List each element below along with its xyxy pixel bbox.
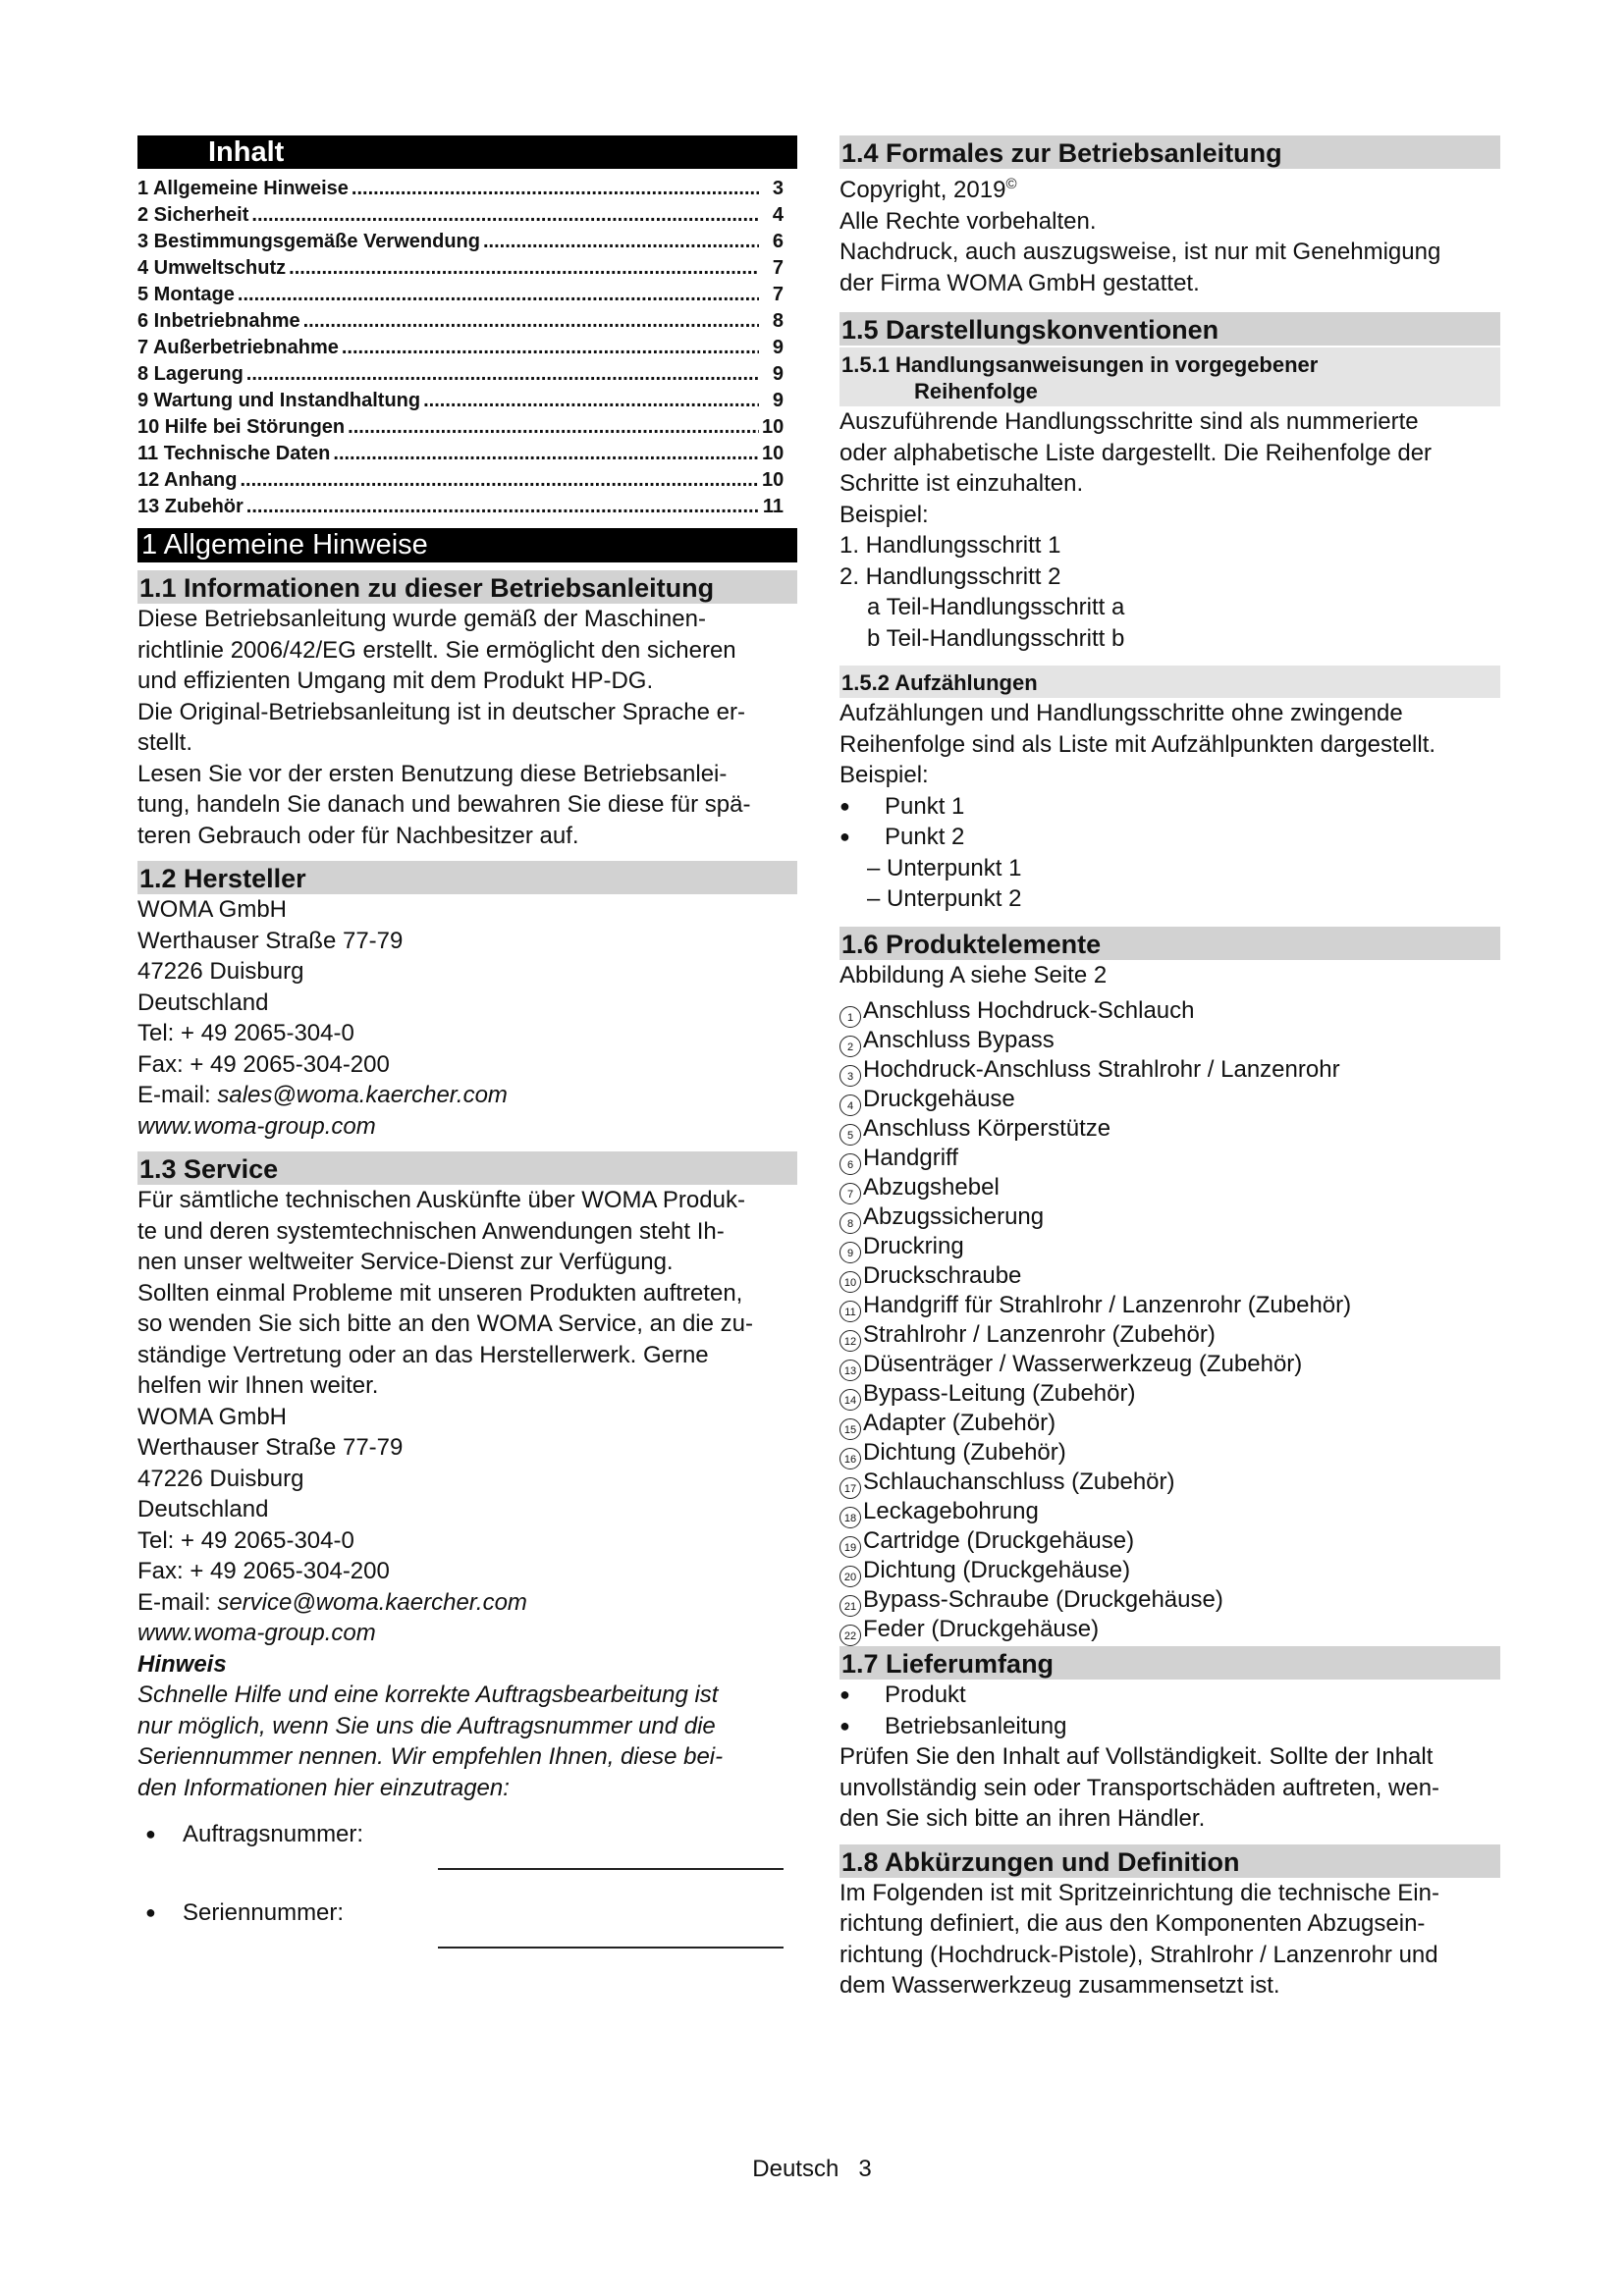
toc-title: Inhalt [137,135,797,169]
toc-entry[interactable] [137,174,797,200]
manufacturer-address-line: Fax: + 49 2065-304-200 [137,1050,390,1078]
text-line: Auszuführende Handlungsschritte sind als nummerierte [839,408,1419,435]
section-1-8-body [839,1878,1500,2002]
toc-entry[interactable] [137,359,797,386]
item-label: Cartridge (Druckgehäuse) [863,1527,1135,1554]
manufacturer-address-line: Werthauser Straße 77-79 [137,927,404,954]
text-line: Tel: + 49 2065-304-0 [137,1526,354,1554]
toc-entry-title: 2 Sicherheit [137,204,249,226]
section-heading-1-3: 1.3 Service [137,1151,797,1185]
product-element-item [839,1144,1500,1173]
section-heading-1-2: 1.2 Hersteller [137,861,797,894]
toc-leader-dots [303,309,759,333]
note-line: den Informationen hier einzutragen: [137,1774,510,1801]
serial-number-label: ● Seriennummer: [137,1897,344,1929]
serial-number-row [137,1888,797,1966]
toc-entry-page: 10 [762,469,785,491]
item-label: Anschluss Bypass [863,1027,1055,1053]
text-line: richtlinie 2006/42/EG erstellt. Sie ermöglicht den sicheren [137,636,736,664]
text-line: helfen wir Ihnen weiter. [137,1372,379,1399]
section-1-3-body [137,1185,797,1803]
toc-entry[interactable] [137,333,797,359]
sub-step: b Teil-Handlungsschritt b [867,624,1125,652]
product-element-item [839,1026,1500,1055]
item-label: Anschluss Hochdruck-Schlauch [863,997,1195,1024]
product-element-item [839,1438,1500,1468]
toc-leader-dots [246,495,759,518]
toc-entry[interactable] [137,492,797,518]
toc-entry-title: 7 Außerbetriebnahme [137,337,339,358]
product-element-item [839,1114,1500,1144]
item-number-badge: 19 [839,1536,861,1558]
serial-number-line[interactable] [438,1947,784,1949]
service-email[interactable]: E-mail: service@woma.kaercher.com [137,1588,527,1616]
product-element-item [839,1379,1500,1409]
product-element-item [839,1055,1500,1085]
toc-leader-dots [289,256,759,280]
section-heading-1-5: 1.5 Darstellungskonventionen [839,312,1500,346]
toc-entry-page: 7 [772,284,784,305]
text-line: Reihenfolge sind als Liste mit Aufzählpunkten dargestellt. [839,730,1436,758]
page-footer [0,2156,1624,2183]
text-line: WOMA GmbH [137,1403,288,1430]
text-line: te und deren systemtechnischen Anwendungen steht Ih- [137,1217,725,1245]
subsection-1-5-1-body [839,406,1500,654]
text-line: Beispiel: [839,501,929,528]
section-heading-1-4: 1.4 Formales zur Betriebsanleitung [839,135,1500,169]
toc-entry-page: 4 [772,204,784,226]
toc-leader-dots [246,362,759,386]
product-element-item [839,1291,1500,1320]
order-serial-form [137,1809,797,1966]
toc-entry-page: 9 [772,337,784,358]
toc-entry-page: 9 [772,390,784,411]
item-number-badge: 11 [839,1301,861,1322]
sub-bullet-item: – Unterpunkt 1 [867,854,1022,881]
text-line: teren Gebrauch oder für Nachbesitzer auf. [137,822,579,849]
item-number-badge: 22 [839,1625,861,1646]
page-number: 3 [858,2156,872,2182]
section-heading-1-8: 1.8 Abkürzungen und Definition [839,1844,1500,1878]
order-number-label: ● Auftragsnummer: [137,1819,363,1850]
toc-leader-dots [241,468,760,492]
product-element-item [839,1261,1500,1291]
item-label: Abzugssicherung [863,1203,1045,1230]
text-line: Prüfen Sie den Inhalt auf Vollständigkeit. Sollte der Inhalt [839,1743,1434,1770]
item-number-badge: 8 [839,1212,861,1234]
manufacturer-address-line: 47226 Duisburg [137,958,304,985]
toc-entry-page: 7 [772,257,784,279]
text-line: Die Original-Betriebsanleitung ist in deutscher Sprache er- [137,698,745,725]
toc-entry-title: 10 Hilfe bei Störungen [137,416,346,438]
toc-entry-title: 5 Montage [137,284,235,305]
subsection-1-5-2-body [839,698,1500,915]
text-line: nen unser weltweiter Service-Dienst zur Verfügung. [137,1249,674,1275]
note-body [137,1680,797,1803]
section-heading-1-7: 1.7 Lieferumfang [839,1646,1500,1680]
toc-entry-title: 6 Inbetriebnahme [137,310,300,332]
product-element-item [839,1320,1500,1350]
left-column [137,135,797,1966]
item-number-badge: 16 [839,1448,861,1469]
toc-entry-page: 3 [772,178,784,199]
chapter-heading: 1 Allgemeine Hinweise [137,528,797,562]
section-1-7-body [839,1680,1500,1835]
item-label: Bypass-Leitung (Zubehör) [863,1380,1136,1407]
text-line: so wenden Sie sich bitte an den WOMA Service, an die zu- [137,1310,753,1337]
toc-entry[interactable] [137,306,797,333]
toc-entry-page: 9 [772,363,784,385]
section-1-4-body: Copyright, 2019© Alle Rechte vorbehalten. Nachdruck, auch auszugsweise, ist nur mit Genehmigung der Firma WOMA GmbH gestattet. [839,169,1500,298]
bullet-item: ● Punkt 1 [839,791,1500,823]
toc-leader-dots [348,415,759,439]
manufacturer-website[interactable]: www.woma-group.com [137,1112,376,1140]
text-line: Alle Rechte vorbehalten. [839,207,1097,235]
text-line: der Firma WOMA GmbH gestattet. [839,269,1200,296]
product-element-item [839,1556,1500,1585]
item-label: Schlauchanschluss (Zubehör) [863,1468,1175,1495]
toc-entry-title: 8 Lagerung [137,363,244,385]
toc-entry[interactable] [137,386,797,412]
text-line: Beispiel: [839,762,929,788]
subsection-heading-1-5-2: 1.5.2 Aufzählungen [839,666,1500,698]
text-line: 1. Handlungsschritt 1 [839,532,1061,559]
section-1-1-body [137,604,797,851]
item-number-badge: 14 [839,1389,861,1411]
item-label: Dichtung (Druckgehäuse) [863,1557,1131,1583]
item-label: Handgriff [863,1145,958,1171]
item-number-badge: 20 [839,1566,861,1587]
toc-entry[interactable] [137,227,797,253]
manufacturer-address-line: Tel: + 49 2065-304-0 [137,1020,354,1046]
item-label: Leckagebohrung [863,1498,1039,1524]
item-number-badge: 15 [839,1418,861,1440]
item-number-badge: 1 [839,1006,861,1028]
item-label: Düsenträger / Wasserwerkzeug (Zubehör) [863,1351,1303,1377]
toc-entry[interactable] [137,465,797,492]
item-number-badge: 6 [839,1153,861,1175]
product-element-item [839,1526,1500,1556]
toc-entry-page: 10 [762,416,785,438]
item-label: Dichtung (Zubehör) [863,1439,1066,1466]
product-element-item [839,1585,1500,1615]
toc-entry-page: 6 [772,231,784,252]
order-number-line[interactable] [438,1868,784,1870]
bullet-item: ● Produkt [839,1680,1500,1711]
note-line: Seriennummer nennen. Wir empfehlen Ihnen, diese bei- [137,1743,724,1770]
manufacturer-address-line: Deutschland [137,988,269,1016]
product-element-item [839,996,1500,1026]
product-element-item [839,1232,1500,1261]
text-line: 2. Handlungsschritt 2 [839,562,1061,590]
product-element-item [839,1202,1500,1232]
toc-entry-title: 4 Umweltschutz [137,257,287,279]
note-line: Schnelle Hilfe und eine korrekte Auftragsbearbeitung ist [137,1682,719,1708]
toc-entry-title: 12 Anhang [137,469,238,491]
text-line: Nachdruck, auch auszugsweise, ist nur mit Genehmigung [839,239,1441,265]
product-element-item [839,1173,1500,1202]
item-number-badge: 7 [839,1183,861,1204]
table-of-contents [137,174,797,518]
toc-leader-dots [352,177,759,200]
service-website[interactable]: www.woma-group.com [137,1620,376,1646]
toc-leader-dots [483,230,759,253]
item-number-badge: 5 [839,1124,861,1146]
text-line: Deutschland [137,1496,269,1522]
item-label: Druckschraube [863,1262,1022,1289]
right-column [839,135,1500,2002]
toc-entry[interactable] [137,253,797,280]
subsection-heading-1-5-1: 1.5.1 Handlungsanweisungen in vorgegebener Reihenfolge [839,347,1500,406]
toc-entry-title: 13 Zubehör [137,496,244,517]
text-line: richtung definiert, die aus den Komponenten Abzugsein- [839,1910,1426,1937]
text-line: und effizienten Umgang mit dem Produkt HP-DG. [137,667,654,694]
text-line: 47226 Duisburg [137,1465,304,1492]
item-label: Adapter (Zubehör) [863,1410,1056,1436]
toc-leader-dots [251,203,759,227]
toc-entry[interactable] [137,280,797,306]
text-line: ständige Vertretung oder an das Herstellerwerk. Gerne [137,1341,709,1368]
toc-leader-dots [342,336,759,359]
toc-entry-title: 9 Wartung und Instandhaltung [137,390,421,411]
text-line: Lesen Sie vor der ersten Benutzung diese Betriebsanlei- [137,760,728,787]
item-label: Bypass-Schraube (Druckgehäuse) [863,1586,1223,1613]
toc-entry[interactable] [137,200,797,227]
text-line: unvollständig sein oder Transportschäden auftreten, wen- [839,1774,1440,1801]
item-label: Anschluss Körperstütze [863,1115,1111,1142]
product-element-item [839,1497,1500,1526]
text-line: stellt. [137,729,193,756]
text-line: dem Wasserwerkzeug zusammensetzt ist. [839,1972,1280,1999]
item-number-badge: 10 [839,1271,861,1293]
toc-entry-page: 10 [762,443,785,464]
product-element-item [839,1615,1500,1644]
sub-bullet-item: – Unterpunkt 2 [867,885,1022,912]
section-1-2-body [137,894,797,1142]
sub-step: a Teil-Handlungsschritt a [867,594,1125,620]
toc-leader-dots [238,283,759,306]
item-label: Druckring [863,1233,964,1259]
text-line: Im Folgenden ist mit Spritzeinrichtung die technische Ein- [839,1879,1439,1906]
text-line: Schritte ist einzuhalten. [839,470,1084,497]
section-1-6-body: Abbildung A siehe Seite 2 1 Anschluss Hochdruck-Schlauch 2 Anschluss Bypass 3 Hochdruck-Anschluss Strahlrohr / Lanzenrohr 4 Druckgehäuse 5 Anschluss Körperstütze 6 Handgriff 7 Abzugshebel 8 Abzugssicherung 9 Druckring 10 Druckschraube 11 Handgriff für Strahlrohr / Lanzenrohr (Zubehör) 12 Strahlrohr / Lanzenrohr (Zubehör) 13 Düsenträger / Wasserwerkzeug (Zubehör) 14 Bypass-Leitung (Zubehör) 15 Adapter (Zubehör) 16 Dichtung (Zubehör) 17 Schlauchanschluss (Zubehör) 18 Leckagebohrung 19 Cartridge (Druckgehäuse) 20 Dichtung (Druckgehäuse) 21 Bypass-Schraube (Druckgehäuse) 22 Feder (Druckgehäuse) [839,960,1500,1645]
manufacturer-email[interactable]: E-mail: sales@woma.kaercher.com [137,1082,508,1108]
toc-leader-dots [333,442,759,465]
note-title: Hinweis [137,1650,227,1678]
product-element-item [839,1468,1500,1497]
item-label: Druckgehäuse [863,1086,1015,1112]
order-number-row [137,1809,797,1888]
toc-leader-dots [423,389,759,412]
text-line: Aufzählungen und Handlungsschritte ohne zwingende [839,700,1403,726]
section-heading-1-6: 1.6 Produktelemente [839,927,1500,960]
item-number-badge: 4 [839,1095,861,1116]
toc-entry[interactable] [137,439,797,465]
toc-entry-page: 11 [762,496,784,517]
item-number-badge: 2 [839,1036,861,1057]
toc-entry-title: 11 Technische Daten [137,443,331,464]
toc-entry[interactable] [137,412,797,439]
item-label: Handgriff für Strahlrohr / Lanzenrohr (Zubehör) [863,1292,1352,1318]
item-number-badge: 17 [839,1477,861,1499]
item-label: Abzugshebel [863,1174,1000,1201]
text-line: Diese Betriebsanleitung wurde gemäß der Maschinen- [137,606,706,632]
manufacturer-address-line: WOMA GmbH [137,896,288,923]
item-number-badge: 9 [839,1242,861,1263]
item-number-badge: 13 [839,1360,861,1381]
toc-entry-page: 8 [772,310,784,332]
text-line: Für sämtliche technischen Auskünfte über WOMA Produk- [137,1187,745,1213]
text-line: richtung (Hochdruck-Pistole), Strahlrohr / Lanzenrohr und [839,1941,1438,1968]
text-line: oder alphabetische Liste dargestellt. Die Reihenfolge der [839,439,1433,466]
item-label: Feder (Druckgehäuse) [863,1616,1100,1642]
footer-language: Deutsch [752,2156,839,2182]
item-label: Hochdruck-Anschluss Strahlrohr / Lanzenrohr [863,1056,1340,1083]
product-element-item [839,1409,1500,1438]
text-line: den Sie sich bitte an ihren Händler. [839,1805,1206,1832]
text-line: tung, handeln Sie danach und bewahren Sie diese für spä- [137,791,751,818]
toc-entry-title: 3 Bestimmungsgemäße Verwendung [137,231,480,252]
item-number-badge: 18 [839,1507,861,1528]
section-heading-1-1: 1.1 Informationen zu dieser Betriebsanleitung [137,570,797,604]
item-number-badge: 21 [839,1595,861,1617]
item-number-badge: 12 [839,1330,861,1352]
product-element-item [839,1085,1500,1114]
bullet-item: ● Punkt 2 [839,822,1500,853]
text-line: Werthauser Straße 77-79 [137,1434,404,1461]
product-element-item [839,1350,1500,1379]
toc-entry-title: 1 Allgemeine Hinweise [137,178,349,199]
bullet-item: ● Betriebsanleitung [839,1711,1500,1742]
item-label: Strahlrohr / Lanzenrohr (Zubehör) [863,1321,1216,1348]
text-line: Fax: + 49 2065-304-200 [137,1558,390,1584]
text-line: Sollten einmal Probleme mit unseren Produkten auftreten, [137,1279,743,1307]
item-number-badge: 3 [839,1065,861,1087]
note-line: nur möglich, wenn Sie uns die Auftragsnummer und die [137,1712,716,1739]
